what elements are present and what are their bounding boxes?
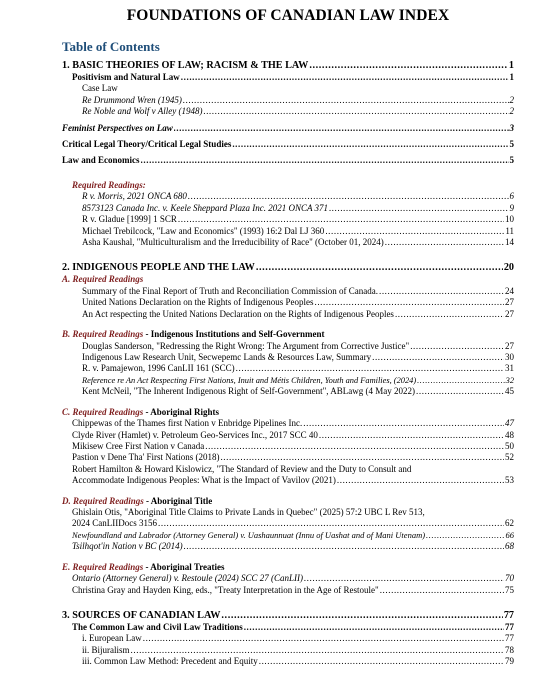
toc-entry-restoule[interactable]: Ontario (Attorney General) v. Restoule (2024) SCC 27 (CanLII) ..... 70 [62, 573, 514, 584]
toc-entry-kaushal[interactable]: Asha Kaushal, "Multiculturalism and the Irreducibility of Race" (October 01, 2024) ..... 14 [62, 237, 514, 248]
toc-entry-section-2[interactable]: 2. INDIGENOUS PEOPLE AND THE LAW ..... 20 [62, 261, 514, 274]
toc-entry-mcneil[interactable]: Kent McNeil, "The Inherent Indigenous Right of Self-Government", ABLawg (4 May 2022) ..... 45 [62, 386, 514, 397]
page-number: 75 [505, 584, 514, 595]
toc-entry-morris[interactable]: R v. Morris, 2021 ONCA 680 ..... 6 [62, 191, 514, 202]
toc-entry-sanderson[interactable]: Douglas Sanderson, "Redressing the Right Wrong: The Argument from Corrective Justice" ..... 27 [62, 341, 514, 352]
page-number: 27 [505, 340, 514, 351]
required-readings-heading: Required Readings: [72, 179, 146, 190]
page-number: 78 [505, 644, 514, 655]
page-number: 6 [509, 191, 514, 202]
toc-entry-trebilcock[interactable]: Michael Trebilcock, "Law and Economics" (1993) 16:2 Dal LJ 360 ..... 11 [62, 226, 514, 237]
page-number: 3 [509, 122, 514, 133]
page-number: 68 [505, 541, 514, 552]
toc-entry-mikisew[interactable]: Mikisew Cree First Nation v Canada ..... 50 [62, 441, 514, 452]
toc-entry-secwepemc[interactable]: Indigenous Law Research Unit, Secwepemc Lands & Resources Law, Summary ..... 30 [62, 352, 514, 363]
page-number: 77 [503, 610, 514, 621]
page-number: 77 [505, 633, 514, 644]
page-number: 24 [505, 285, 514, 296]
page-number: 2 [509, 106, 514, 117]
page-number: 66 [505, 529, 514, 540]
document-title: FOUNDATIONS OF CANADIAN LAW INDEX [126, 7, 450, 24]
toc-entry-critical[interactable]: Critical Legal Theory/Critical Legal Studies ..... 5 [62, 139, 514, 150]
toc-heading: Table of Contents [62, 39, 160, 54]
toc-entry-economics[interactable]: Law and Economics ..... 5 [62, 155, 514, 166]
toc-entry-pamajewon[interactable]: R. v. Pamajewon, 1996 CanLII 161 (SCC) ..... 31 [62, 363, 514, 374]
toc-entry-uashaunnuat[interactable]: Newfoundland and Labrador (Attorney General) v. Uashaunnuat (Innu of Uashat and of Mani Utenam) ..... 66 [62, 530, 514, 541]
subsection-b-heading: B. Required Readings - Indigenous Institutions and Self-Government [62, 329, 325, 340]
page-number: 2 [509, 94, 514, 105]
toc-entry-tsilhqotin[interactable]: Tsilhqot'in Nation v BC (2014) ..... 68 [62, 541, 514, 552]
toc-entry-undrip[interactable]: United Nations Declaration on the Rights of Indigenous Peoples ..... 27 [62, 297, 514, 308]
page-number: 20 [503, 262, 514, 274]
toc-entry-hamilton-line1[interactable]: Robert Hamilton & Howard Kislowicz, "The Standard of Review and the Duty to Consult and [72, 463, 412, 474]
toc-entry-drummond-wren[interactable]: Re Drummond Wren (1945) ..... 2 [62, 95, 514, 106]
page-number: 47 [505, 418, 514, 429]
page-number: 10 [505, 214, 514, 225]
toc-entry-chippewas[interactable]: Chippewas of the Thames first Nation v Enbridge Pipelines Inc. ..... 47 [62, 418, 514, 429]
page-number: 1 [508, 60, 514, 71]
subsection-e-heading: E. Required Readings - Aboriginal Treaties [62, 561, 225, 572]
toc-entry-pastion[interactable]: Pastion v Dene Tha' First Nations (2018) ..... 52 [62, 452, 514, 463]
page-number: 77 [505, 622, 514, 632]
toc-entry-otis-line1[interactable]: Ghislain Otis, "Aboriginal Title Claims to Private Lands in Quebec" (2025) 57:2 UBC L Rev 513, [72, 507, 425, 518]
toc-entry-feminist[interactable]: Feminist Perspectives on Law ..... 3 [62, 123, 514, 134]
page-number: 79 [505, 656, 514, 667]
toc-entry-common-civil[interactable]: The Common Law and Civil Law Traditions ..... 77 [62, 622, 514, 633]
page-number: 1 [509, 72, 514, 82]
page-number: 27 [505, 308, 514, 319]
page-number: 52 [505, 452, 514, 463]
toc-entry-reference-children[interactable]: Reference re An Act Respecting First Nations, Inuit and Métis Children, Youth and Families, (2024) ..... 32 [62, 375, 514, 386]
toc-entry-gladue[interactable]: R v. Gladue [1999] 1 SCR ..... 10 [62, 214, 514, 225]
toc-entry-trc[interactable]: Summary of the Final Report of Truth and Reconciliation Commission of Canada. ..... 24 [62, 286, 514, 297]
toc-entry-common-law-method[interactable]: iii. Common Law Method: Precedent and Equity ..... 79 [62, 656, 514, 667]
subsection-c-heading: C. Required Readings - Aboriginal Rights [62, 406, 220, 417]
page-number: 70 [505, 573, 514, 584]
toc-entry-clyde-river[interactable]: Clyde River (Hamlet) v. Petroleum Geo-Services Inc., 2017 SCC 40 ..... 48 [62, 430, 514, 441]
toc-entry-keele-sheppard[interactable]: 8573123 Canada Inc. v. Keele Sheppard Plaza Inc. 2021 ONCA 371 ..... 9 [62, 203, 514, 214]
subsection-d-heading: D. Required Readings - Aboriginal Title [62, 495, 213, 506]
page-number: 50 [505, 440, 514, 451]
page-number: 31 [505, 363, 514, 374]
page-number: 30 [505, 352, 514, 362]
page-number: 32 [505, 375, 514, 385]
toc-label-case-law: Case Law [82, 83, 118, 94]
page-number: 53 [505, 475, 514, 486]
subsection-a-heading: A. Required Readings [62, 274, 144, 285]
toc-entry-noble-wolf[interactable]: Re Noble and Wolf v Alley (1948) ..... 2 [62, 106, 514, 117]
toc-entry-european-law[interactable]: i. European Law ..... 77 [62, 633, 514, 644]
toc-entry-undrip-act[interactable]: An Act respecting the United Nations Declaration on the Rights of Indigenous Peoples ..... 27 [62, 309, 514, 320]
toc-entry-hamilton-line2[interactable]: Accommodate Indigenous Peoples: What is the Impact of Vavilov (2021) ..... 53 [62, 475, 514, 486]
page-number: 62 [505, 518, 514, 529]
toc-entry-gray-king[interactable]: Christina Gray and Hayden King, eds., "Treaty Interpretation in the Age of Restoule" ..... 75 [62, 585, 514, 596]
toc-entry-section-3[interactable]: 3. SOURCES OF CANADIAN LAW ..... 77 [62, 609, 514, 622]
page-number: 27 [505, 297, 514, 308]
page-number: 48 [505, 429, 514, 440]
page-number: 14 [505, 236, 514, 247]
page-number: 9 [509, 202, 514, 213]
page-number: 5 [509, 139, 514, 150]
toc-entry-positivism[interactable]: Positivism and Natural Law ..... 1 [62, 72, 514, 83]
page-number: 45 [505, 386, 514, 397]
page-number: 5 [509, 155, 514, 166]
toc-entry-section-1[interactable]: 1. BASIC THEORIES OF LAW; RACISM & THE LAW ..... 1 [62, 59, 514, 72]
toc-entry-otis-line2[interactable]: 2024 CanLIIDocs 3156 ..... 62 [62, 518, 514, 529]
toc-entry-bijuralism[interactable]: ii. Bijuralism ..... 78 [62, 645, 514, 656]
page-number: 11 [505, 225, 514, 236]
